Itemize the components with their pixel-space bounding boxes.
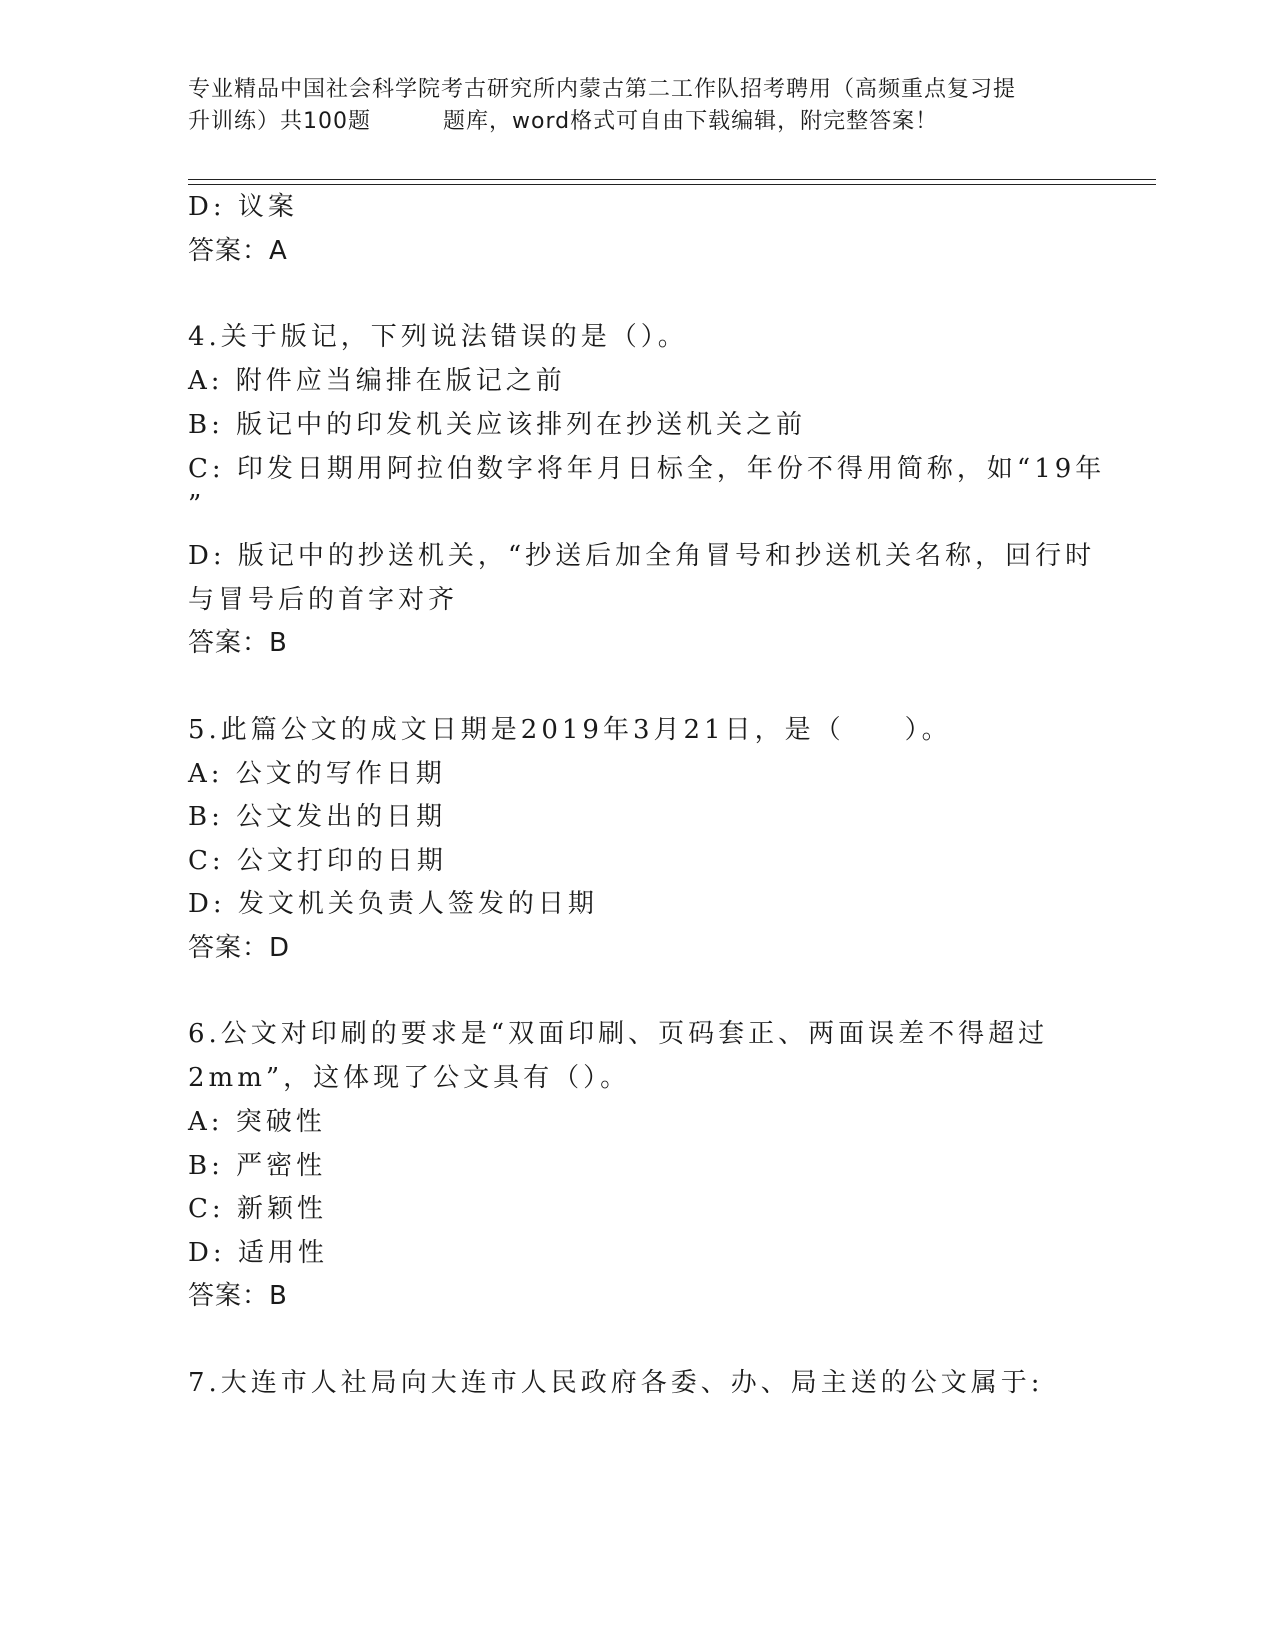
q7-question: 7.大连市人社局向大连市人民政府各委、办、局主送的公文属于:	[188, 1368, 1044, 1398]
q6-question: 6.公文对印刷的要求是“双面印刷、页码套正、两面误差不得超过	[188, 1019, 1049, 1049]
q5-option-a: A: 公文的写作日期	[188, 759, 446, 789]
q4-question: 4.关于版记，下列说法错误的是（）。	[188, 322, 688, 352]
document-header	[188, 74, 1088, 138]
q5-answer: 答案：D	[188, 933, 291, 963]
q4-option-a: A: 附件应当编排在版记之前	[188, 366, 566, 396]
header-line-1: 专业精品中国社会科学院考古研究所内蒙古第二工作队招考聘用（高频重点复习提	[188, 77, 1017, 102]
header-line-2	[188, 106, 1088, 138]
header-line-2-part-2: 题库，word格式可自由下载编辑，附完整答案！	[443, 109, 939, 134]
q4-option-d: D: 版记中的抄送机关，“抄送后加全角冒号和抄送机关名称，回行时	[188, 541, 1096, 571]
q4-option-c: C: 印发日期用阿拉伯数字将年月日标全，年份不得用简称，如“19年	[188, 454, 1106, 484]
q5-option-c: C: 公文打印的日期	[188, 846, 447, 876]
q6-question-continued: 2mm”，这体现了公文具有（）。	[188, 1063, 631, 1093]
q4-option-b: B: 版记中的印发机关应该排列在抄送机关之前	[188, 410, 807, 440]
q3-answer: 答案：A	[188, 236, 288, 266]
q6-option-b: B: 严密性	[188, 1151, 327, 1181]
q6-answer: 答案：B	[188, 1281, 288, 1311]
header-line-2-part-1: 升训练）共100题	[188, 109, 371, 134]
q6-option-a: A: 突破性	[188, 1107, 326, 1137]
q4-option-d-continued: 与冒号后的首字对齐	[188, 585, 459, 615]
q5-option-b: B: 公文发出的日期	[188, 802, 447, 832]
header-divider-top	[188, 179, 1156, 180]
q6-option-c: C: 新颖性	[188, 1194, 327, 1224]
q6-option-d: D: 适用性	[188, 1238, 328, 1268]
q5-question: 5.此篇公文的成文日期是2019年3月21日，是（ ）。	[188, 715, 952, 745]
q4-option-c-continued: ”	[188, 490, 206, 520]
q4-answer: 答案：B	[188, 628, 288, 658]
q3-option-d: D: 议案	[188, 192, 298, 222]
q5-option-d: D: 发文机关负责人签发的日期	[188, 889, 598, 919]
header-divider-bottom	[188, 184, 1156, 185]
